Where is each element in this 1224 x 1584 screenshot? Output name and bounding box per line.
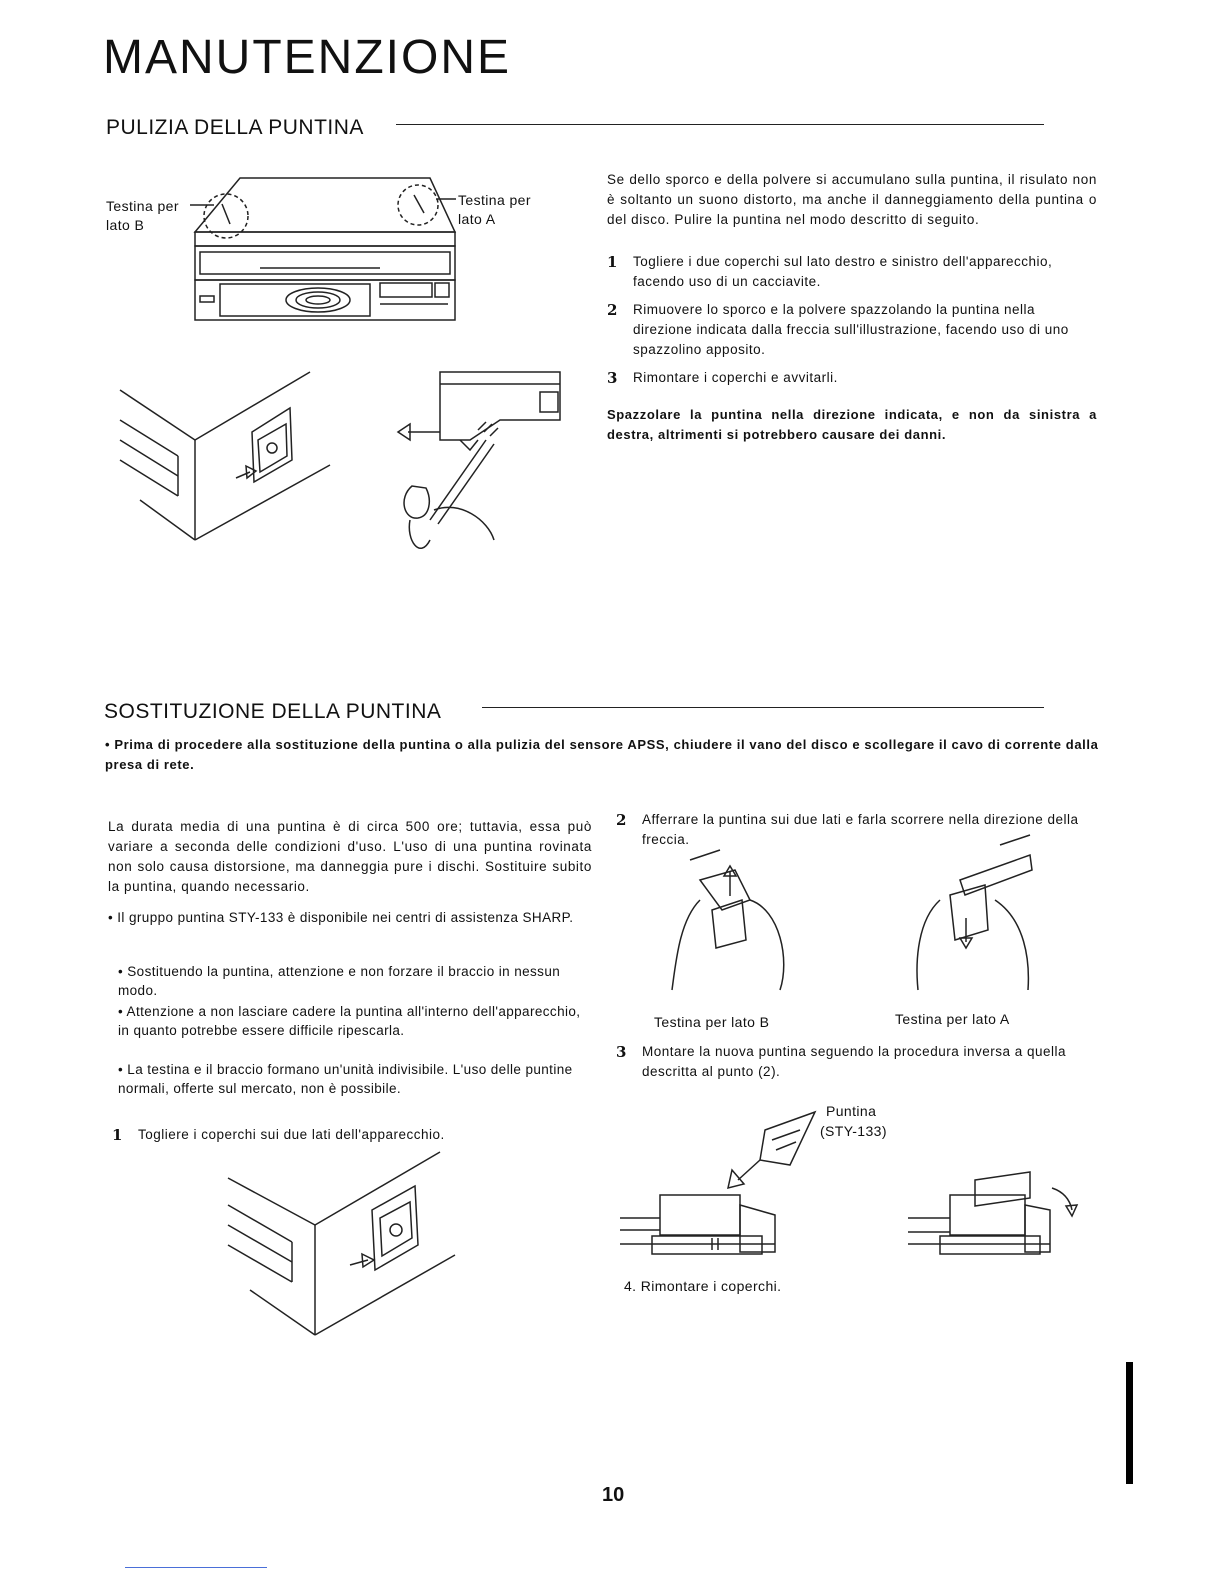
step-number: 3: [616, 1043, 627, 1061]
stylus-label: Puntina: [826, 1103, 877, 1119]
bullet-text: La testina e il braccio formano un'unità indivisibile. L'uso delle puntine normali, offerte sul mercato, non è possibile.: [118, 1062, 573, 1096]
step-number: 3: [607, 369, 618, 387]
bullet-text: Il gruppo puntina STY-133 è disponibile nei centri di assistenza SHARP.: [117, 910, 574, 925]
step-text: Togliere i coperchi sui due lati dell'apparecchio.: [138, 1127, 445, 1142]
step-text: Afferrare la puntina sui due lati e farla scorrere nella direzione della freccia.: [642, 812, 1079, 847]
bullet-indivisible: • La testina e il braccio formano un'unità indivisibile. L'uso delle puntine normali, offerte sul mercato, non è possibile.: [118, 1062, 573, 1096]
cleaning-intro: Se dello sporco e della polvere si accumulano sulla puntina, il risulato non è soltanto un suono distorto, ma anche il danneggiamento della puntina o del disco. Pulire la puntina nel modo descritto di seguito.: [607, 172, 1097, 227]
step-number: 2: [616, 811, 627, 829]
bullet-force-warning: • Sostituendo la puntina, attenzione e non forzare il braccio in nessun modo.: [118, 964, 561, 998]
caption-stylus-b: Testina per lato B: [654, 1014, 770, 1030]
caption-stylus-a: Testina per lato A: [895, 1011, 1010, 1027]
step-text: Rimontare i coperchi e avvitarli.: [633, 370, 838, 385]
bullet-text: Sostituendo la puntina, attenzione e non forzare il braccio in nessun modo.: [118, 964, 561, 998]
bullet-drop-warning: • Attenzione a non lasciare cadere la puntina all'interno dell'apparecchio, in quanto potrebbe essere difficile ripescarla.: [118, 1004, 581, 1038]
label-stylus-b: Testina per lato B: [106, 198, 179, 233]
stylus-model-label: (STY-133): [820, 1123, 887, 1139]
label-stylus-a: Testina per lato A: [458, 192, 531, 227]
step-number: 1: [607, 253, 618, 271]
page-edge-marker: [1126, 1362, 1133, 1484]
step-text: Montare la nuova puntina seguendo la procedura inversa a quella descritta al punto (2).: [642, 1044, 1067, 1079]
section-heading-cleaning: PULIZIA DELLA PUNTINA: [106, 116, 364, 139]
page-number: 10: [602, 1484, 625, 1506]
bullet-dot: •: [105, 737, 115, 752]
scan-artifact-line: [125, 1567, 267, 1568]
section-heading-replacement: SOSTITUZIONE DELLA PUNTINA: [104, 700, 442, 723]
cleaning-warning: Spazzolare la puntina nella direzione indicata, e non da sinistra a destra, altrimenti si potrebbero causare dei danni.: [607, 407, 1097, 442]
replacement-step-4: 4. Rimontare i coperchi.: [624, 1278, 782, 1294]
bullet-availability: • Il gruppo puntina STY-133 è disponibile nei centri di assistenza SHARP.: [108, 910, 574, 925]
step-number: 1: [112, 1126, 123, 1144]
step-text: Rimuovere lo sporco e la polvere spazzolando la puntina nella direzione indicata dalla freccia sull'illustrazione, facendo uso di uno spazzolino apposito.: [633, 302, 1069, 357]
step-number: 2: [607, 301, 618, 319]
bullet-text: Attenzione a non lasciare cadere la puntina all'interno dell'apparecchio, in quanto potrebbe essere difficile ripescarla.: [118, 1004, 581, 1038]
page-title: MANUTENZIONE: [103, 31, 511, 84]
step-text: Togliere i due coperchi sul lato destro e sinistro dell'apparecchio, facendo uso di un cacciavite.: [633, 254, 1053, 289]
replacement-intro: La durata media di una puntina è di circa 500 ore; tuttavia, essa può variare a seconda delle condizioni d'uso. L'uso di una puntina rovinata non solo causa distorsione, ma danneggia pure i dischi. Sostituire subito la puntina, quando necessario.: [108, 819, 592, 894]
replacement-notice-text: Prima di procedere alla sostituzione della puntina o alla pulizia del sensore APSS, chiudere il vano del disco e scollegare il cavo di corrente dalla presa di rete.: [105, 737, 1099, 772]
